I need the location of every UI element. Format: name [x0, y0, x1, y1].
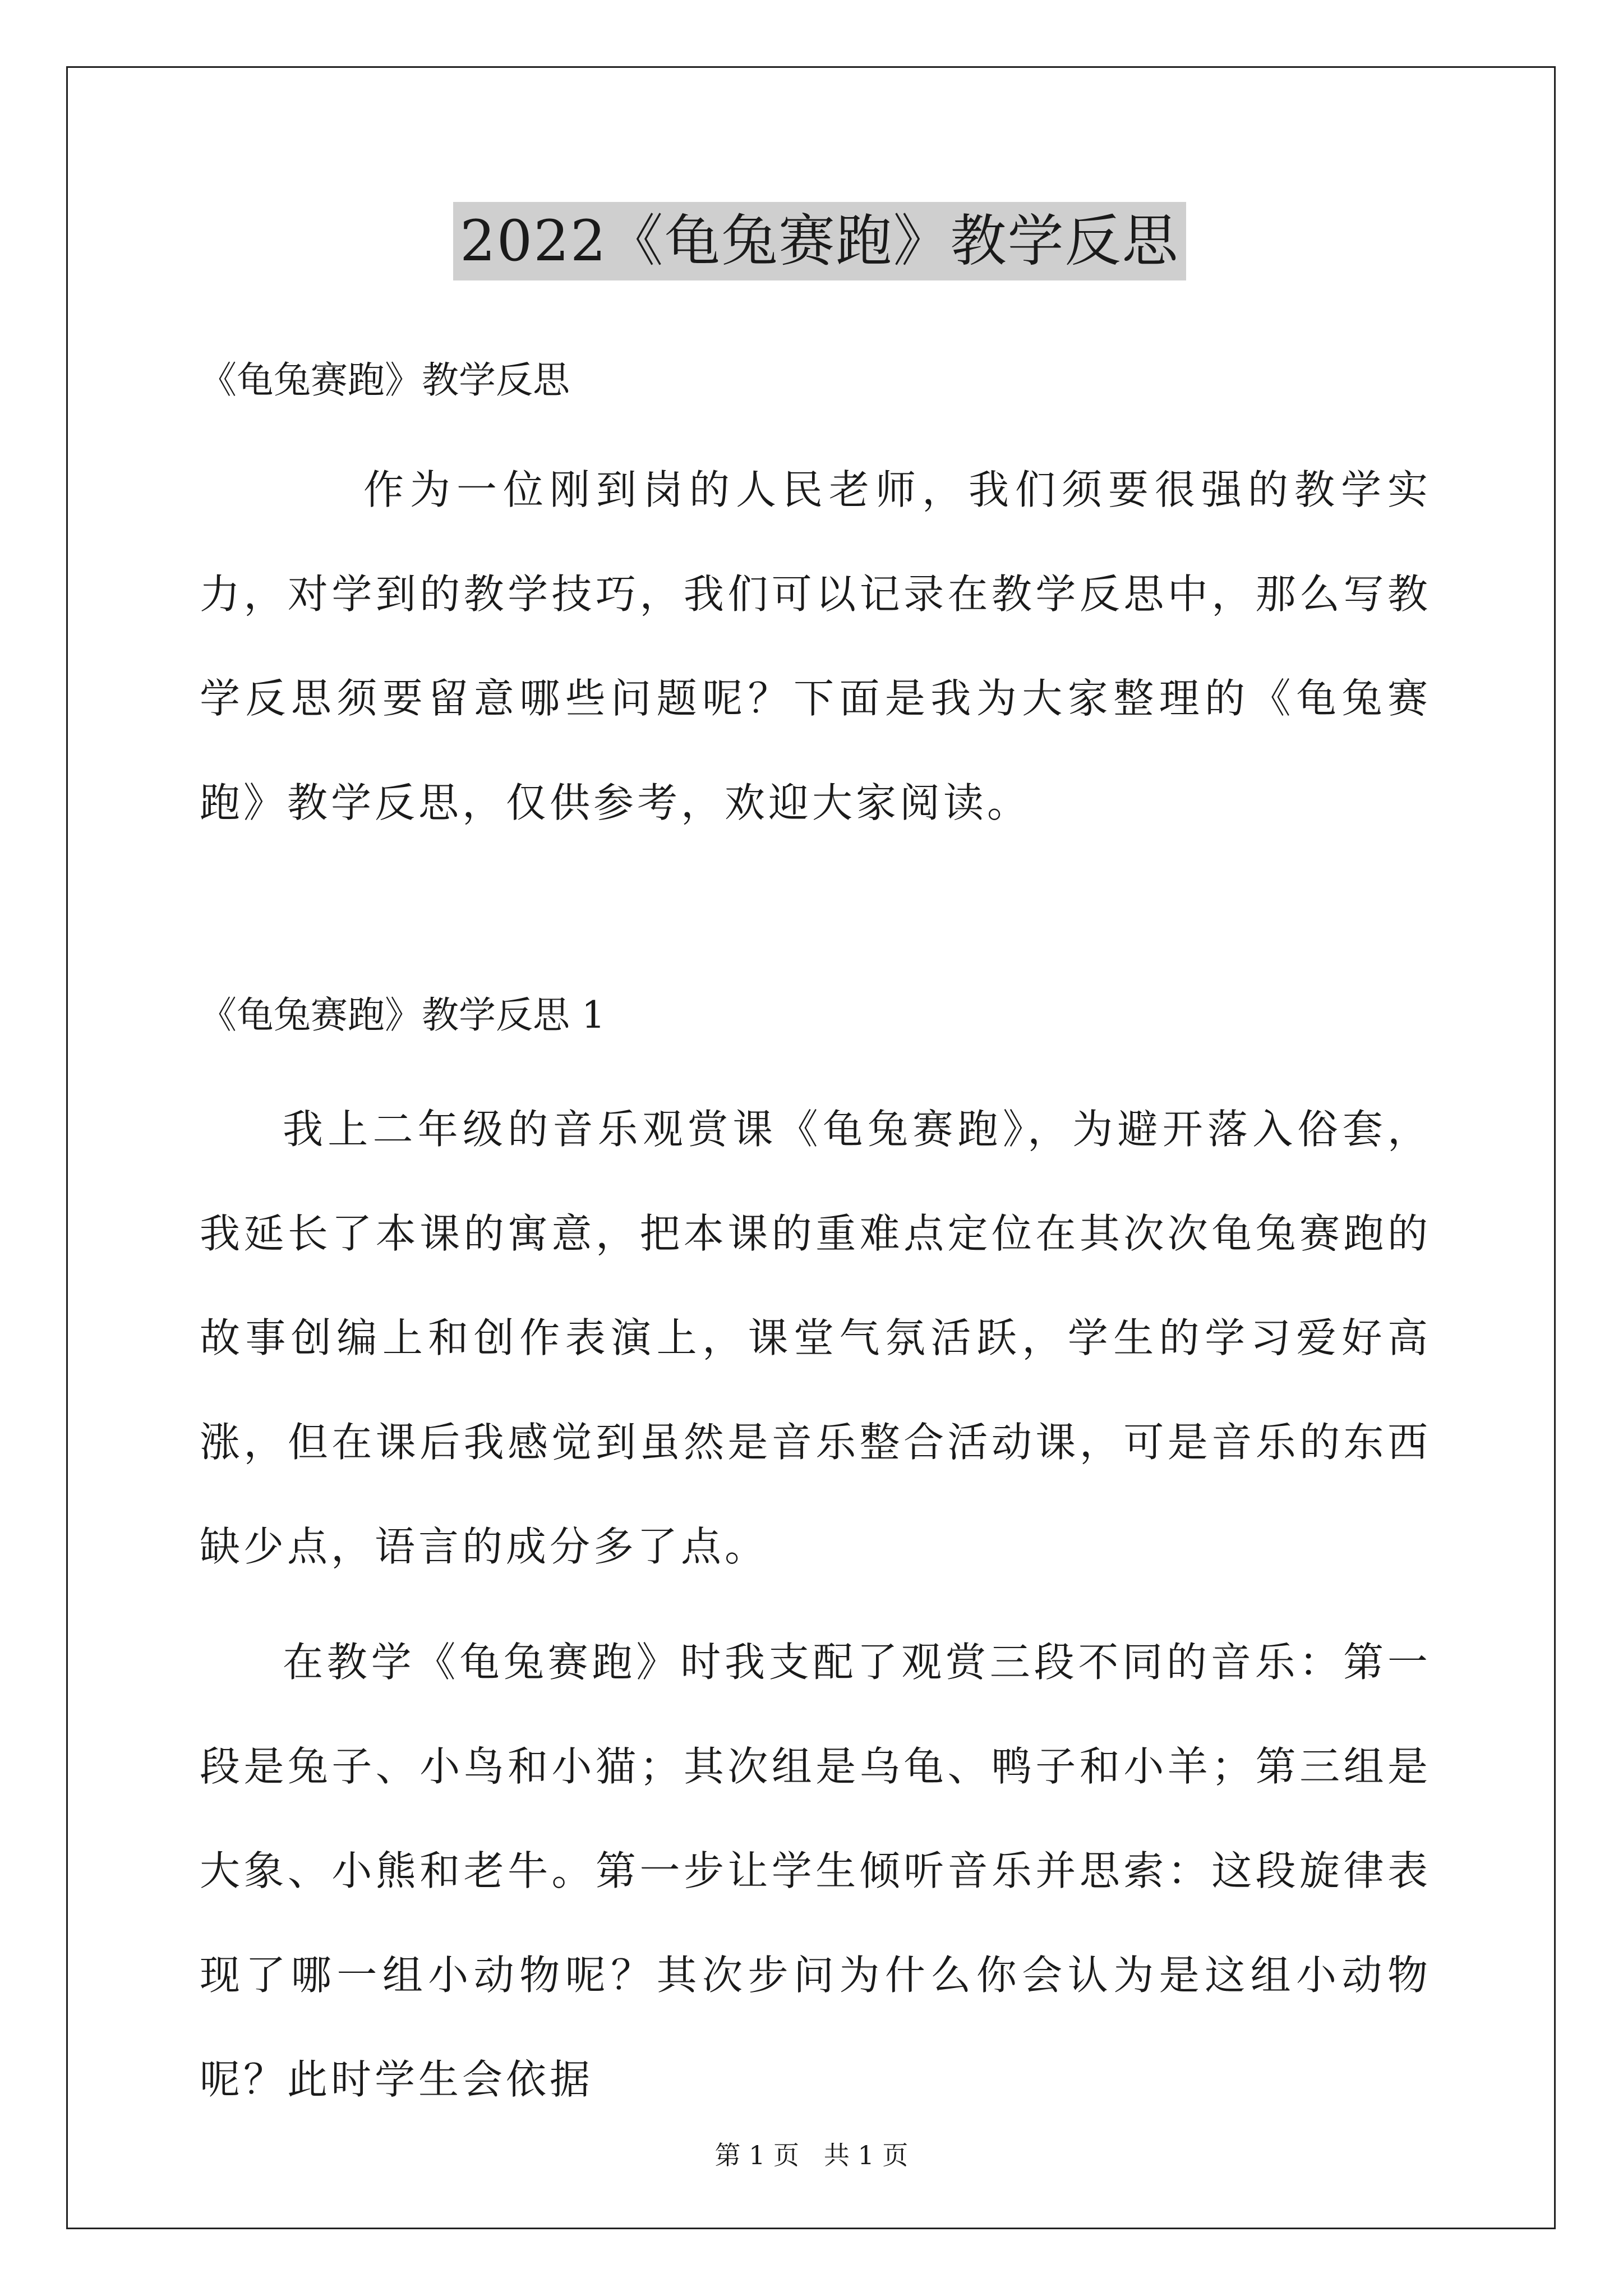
document-title: 2022《龟兔赛跑》教学反思: [453, 202, 1186, 280]
section-1-heading: 《龟兔赛跑》教学反思 1: [200, 993, 605, 1037]
page-footer: 第 1 页 共 1 页: [714, 2140, 909, 2170]
section-1-paragraph-1: 我上二年级的音乐观赏课《龟兔赛跑》，为避开落入俗套，我延长了本课的寓意，把本课的重难点定位在其次次龟兔赛跑的故事创编上和创作表演上，课堂气氛活跃，学生的学习爱好高涨，但在课后我感觉到虽然是音乐整合活动课，可是音乐的东西缺少点，语言的成分多了点。: [200, 1106, 1431, 1570]
section-1-paragraph-2: 在教学《龟兔赛跑》时我支配了观赏三段不同的音乐：第一段是兔子、小鸟和小猫；其次组是乌龟、鸭子和小羊；第三组是大象、小熊和老牛。第一步让学生倾听音乐并思索：这段旋律表现了哪一组小动物呢？其次步问为什么你会认为是这组小动物呢？此时学生会依据: [200, 1639, 1431, 2103]
intro-paragraph: 作为一位刚到岗的人民老师，我们须要很强的教学实力，对学到的教学技巧，我们可以记录在教学反思中，那么写教学反思须要留意哪些问题呢？下面是我为大家整理的《龟兔赛跑》教学反思，仅供参考，欢迎大家阅读。: [200, 466, 1431, 826]
subtitle-heading: 《龟兔赛跑》教学反思: [200, 358, 570, 402]
